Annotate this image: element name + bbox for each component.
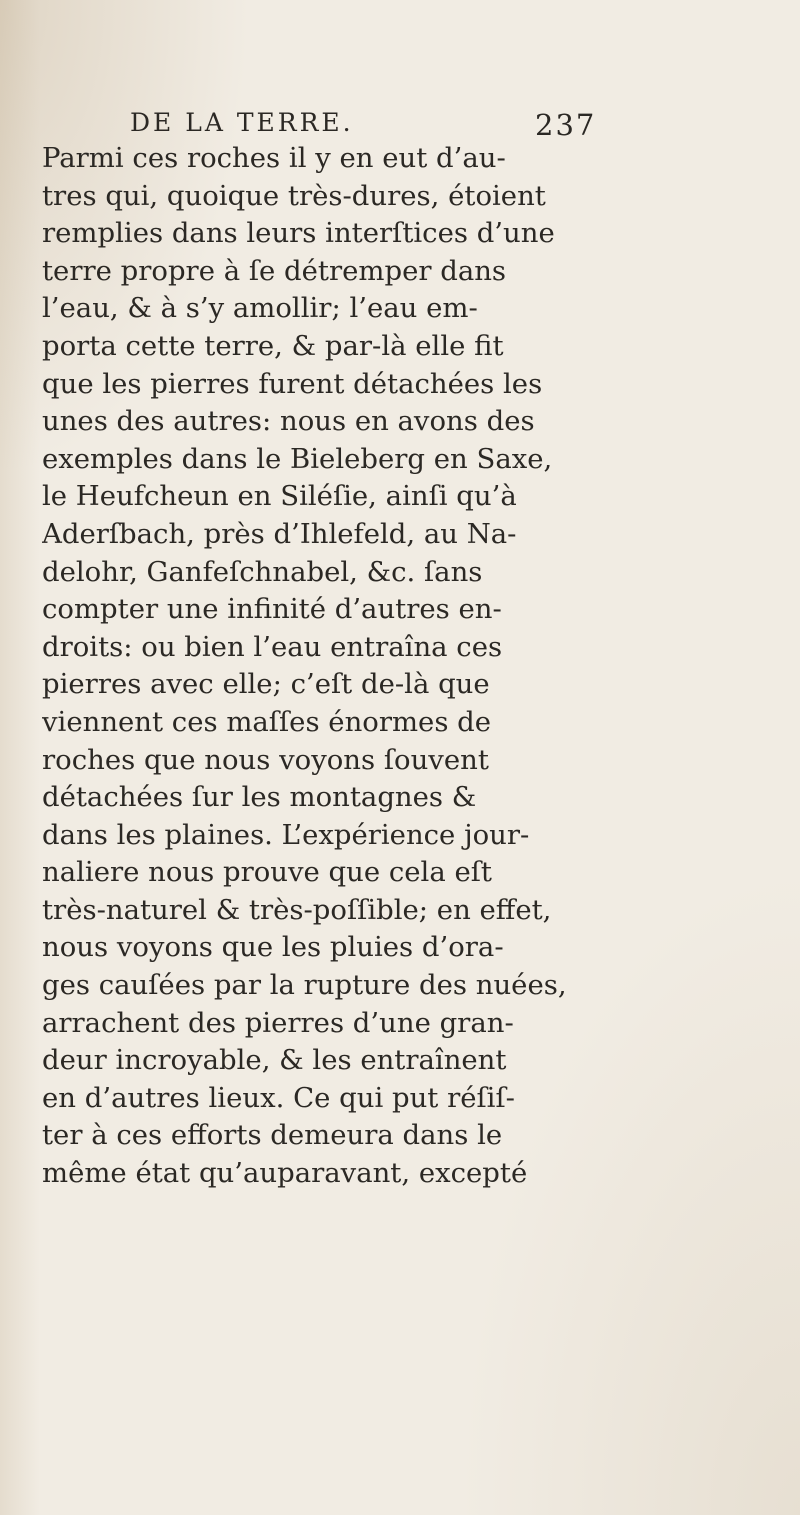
- text-line: deur incroyable, & les entraînent: [42, 1044, 507, 1077]
- running-title: DE LA TERRE.: [130, 108, 354, 137]
- text-line: delohr, Ganfeſchnabel, &c. ſans: [42, 555, 483, 588]
- text-line: pierres avec elle; c’eſt de-là que: [42, 668, 490, 701]
- text-line: exemples dans le Bieleberg en Saxe,: [42, 442, 553, 475]
- text-line: terre propre à ſe détremper dans: [42, 254, 507, 287]
- text-line: naliere nous prouve que cela eſt: [42, 856, 492, 889]
- text-line: très-naturel & très-poſſible; en effet,: [42, 893, 552, 926]
- text-line: même état qu’auparavant, excepté: [42, 1157, 528, 1190]
- text-line: porta cette terre, & par-là elle fit: [42, 329, 504, 362]
- text-line: compter une infinité d’autres en-: [42, 593, 502, 626]
- text-line: viennent ces maſſes énormes de: [42, 705, 492, 738]
- text-line: que les pierres furent détachées les: [42, 367, 543, 400]
- text-line: l’eau, & à s’y amollir; l’eau em-: [42, 292, 478, 325]
- text-line: ges cauſées par la rupture des nuées,: [42, 969, 567, 1002]
- text-line: Aderſbach, près d’Ihlefeld, au Na-: [42, 517, 517, 550]
- text-line: en d’autres lieux. Ce qui put réſiſ-: [42, 1081, 515, 1114]
- text-line: tres qui, quoique très-dures, étoient: [42, 179, 546, 212]
- text-line: nous voyons que les pluies d’ora-: [42, 931, 504, 964]
- text-line: roches que nous voyons ſouvent: [42, 743, 489, 776]
- text-line: remplies dans leurs interſtices d’une: [42, 217, 555, 250]
- text-line: arrachent des pierres d’une gran-: [42, 1006, 514, 1039]
- text-line: ter à ces efforts demeura dans le: [42, 1119, 503, 1152]
- text-line: Parmi ces roches il y en eut d’au-: [42, 142, 506, 174]
- text-line: droits: ou bien l’eau entraîna ces: [42, 630, 503, 663]
- text-line: le Heufcheun en Siléſie, ainſi qu’à: [42, 480, 517, 513]
- page-number: 237: [535, 108, 597, 142]
- text-line: dans les plaines. L’expérience jour-: [42, 818, 530, 851]
- text-line: détachées ſur les montagnes &: [42, 781, 477, 814]
- body-text: [42, 140, 772, 1193]
- text-line: unes des autres: nous en avons des: [42, 405, 535, 438]
